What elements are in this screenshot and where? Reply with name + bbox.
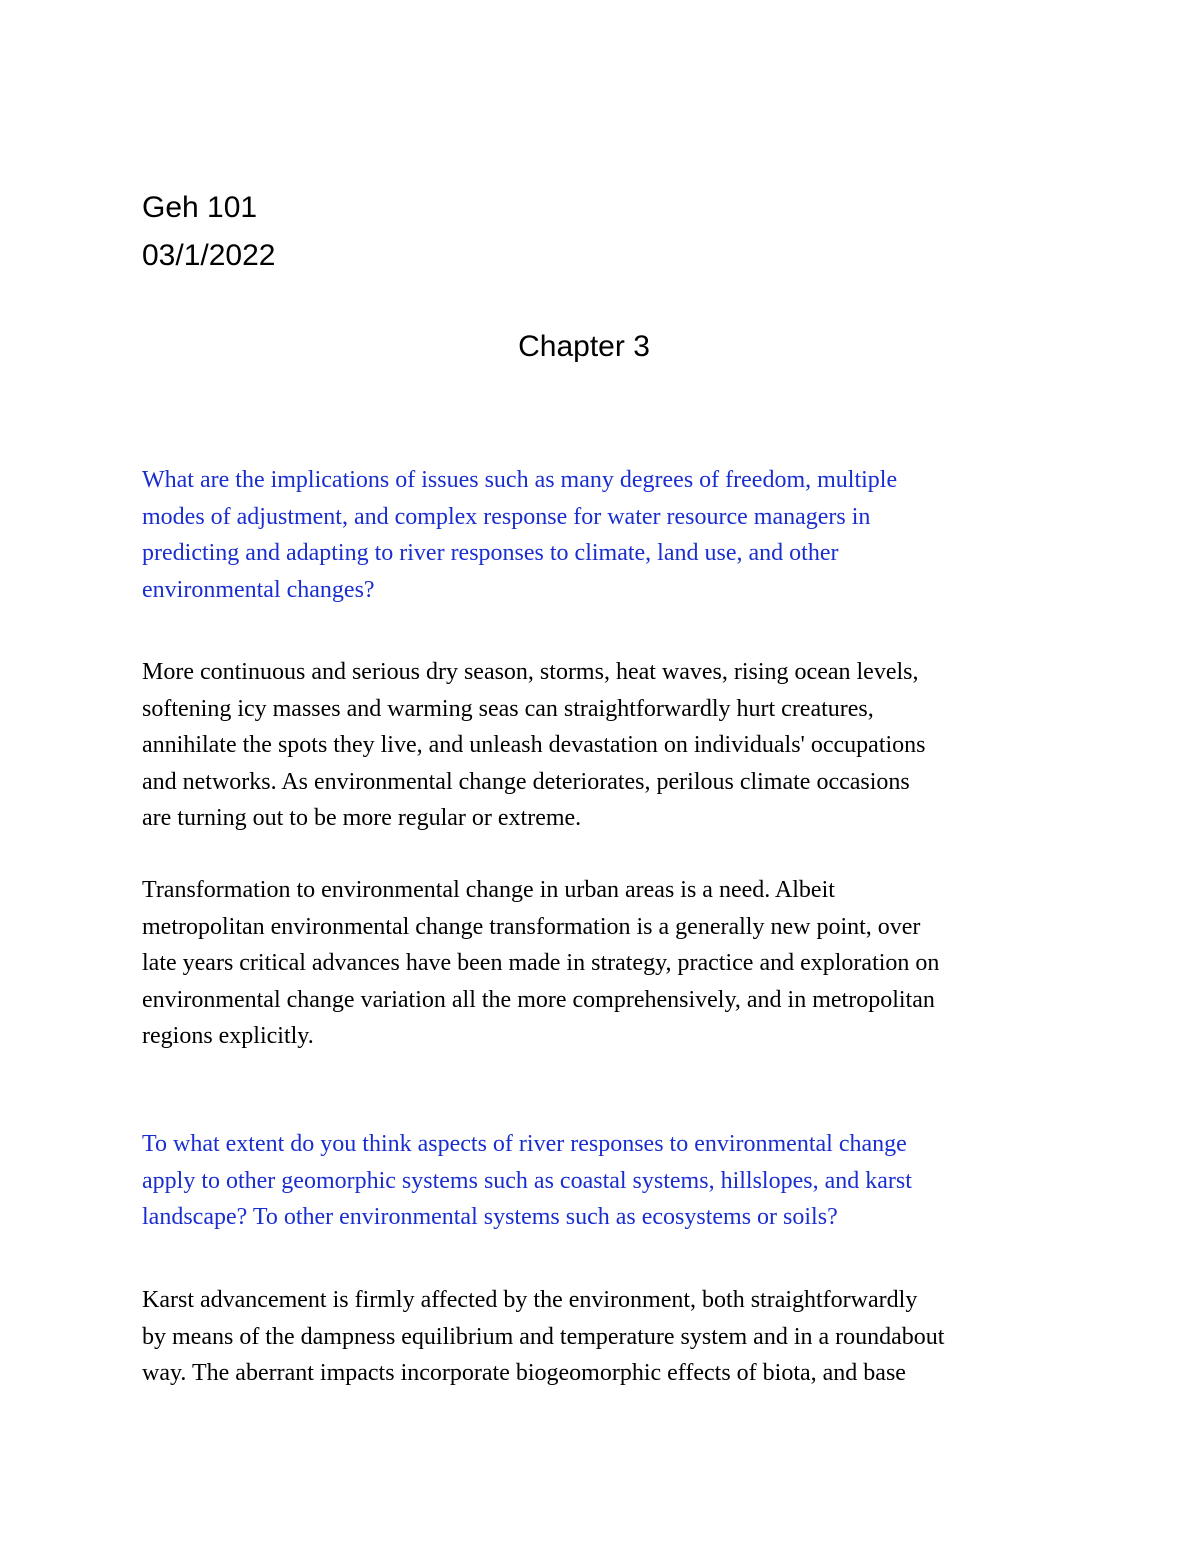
course-code: Geh 101 <box>142 191 258 224</box>
question-2 <box>142 1126 1072 1236</box>
question-1-line: environmental changes? <box>142 576 375 603</box>
question-1-line: modes of adjustment, and complex response for water resource managers in <box>142 503 871 530</box>
question-1-line: predicting and adapting to river responses to climate, land use, and other <box>142 540 839 566</box>
answer-line: environmental change variation all the more comprehensively, and in metropolitan <box>142 986 935 1013</box>
answer-line: metropolitan environmental change transformation is a generally new point, over <box>142 913 921 940</box>
answer-line: and networks. As environmental change deteriorates, perilous climate occasions <box>142 768 910 795</box>
answer-line: regions explicitly. <box>142 1023 314 1049</box>
question-2-line: apply to other geomorphic systems such as coastal systems, hillslopes, and karst <box>142 1167 912 1194</box>
chapter-title: Chapter 3 <box>518 330 650 363</box>
question-2-line: To what extent do you think aspects of river responses to environmental change <box>142 1131 907 1157</box>
answer-1-paragraph-1 <box>142 654 1072 837</box>
answer-line: Transformation to environmental change in urban areas is a need. Albeit <box>142 877 835 903</box>
answer-line: annihilate the spots they live, and unleash devastation on individuals' occupations <box>142 732 926 758</box>
answer-2-paragraph-1 <box>142 1282 1072 1392</box>
question-2-line: landscape? To other environmental systems such as ecosystems or soils? <box>142 1204 838 1230</box>
answer-line: by means of the dampness equilibrium and temperature system and in a roundabout <box>142 1323 945 1350</box>
answer-line: softening icy masses and warming seas can straightforwardly hurt creatures, <box>142 695 874 722</box>
question-1-line: What are the implications of issues such as many degrees of freedom, multiple <box>142 467 898 493</box>
answer-line: More continuous and serious dry season, storms, heat waves, rising ocean levels, <box>142 659 919 685</box>
answer-1-paragraph-2 <box>142 872 1072 1055</box>
answer-line: Karst advancement is firmly affected by the environment, both straightforwardly <box>142 1287 918 1313</box>
document-date: 03/1/2022 <box>142 239 276 272</box>
answer-line: are turning out to be more regular or extreme. <box>142 805 582 831</box>
question-1 <box>142 462 1072 608</box>
answer-line: way. The aberrant impacts incorporate biogeomorphic effects of biota, and base <box>142 1360 906 1386</box>
answer-line: late years critical advances have been made in strategy, practice and exploration on <box>142 950 940 976</box>
